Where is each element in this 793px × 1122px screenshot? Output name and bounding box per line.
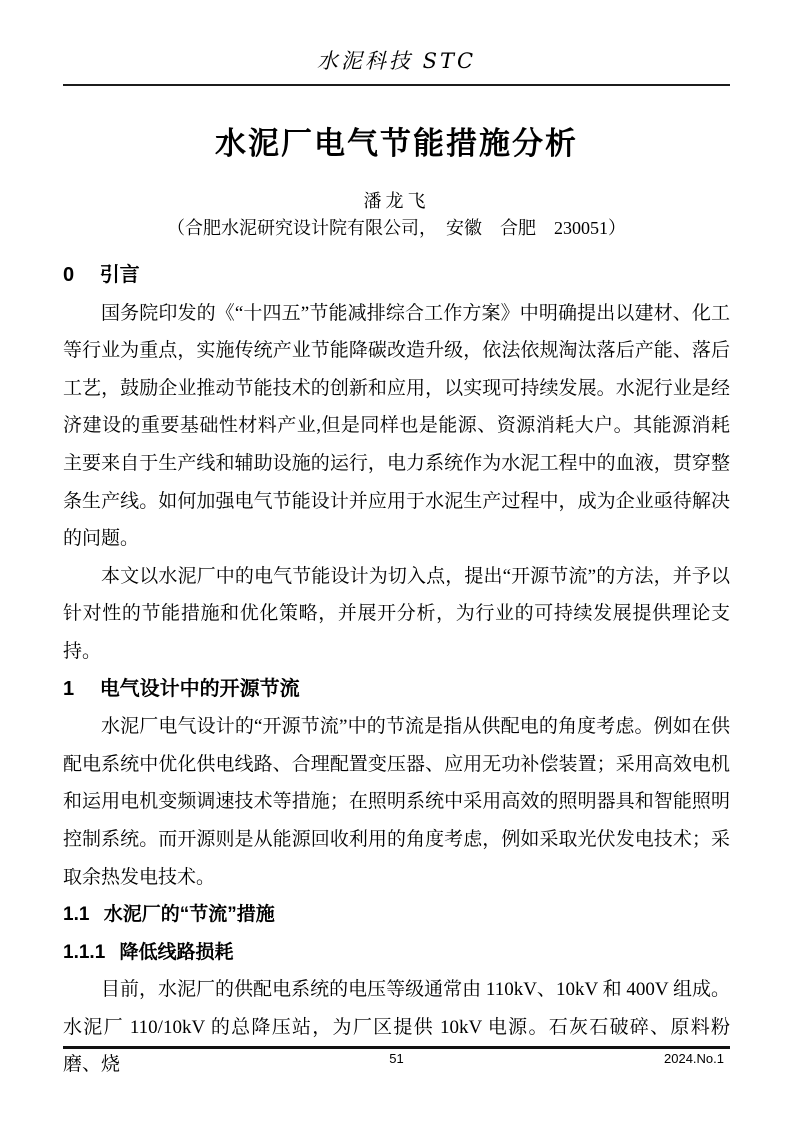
author-name: 潘龙飞 — [363, 191, 430, 211]
article-body — [63, 257, 730, 1084]
section-number: 1 — [63, 677, 75, 700]
section-heading-open-source-throttling — [63, 671, 730, 709]
footer-row — [63, 1051, 730, 1071]
section-title: 引言 — [99, 264, 140, 286]
section-title: 降低线路损耗 — [119, 941, 234, 963]
section-number: 1.1.1 — [63, 941, 106, 963]
paragraph: 水泥厂电气设计的“开源节流”中的节流是指从供配电的角度考虑。例如在供配电系统中优化供电线路、合理配置变压器、应用无功补偿装置；采用高效电机和运用电机变频调速技术等措施；在照明系统中采用高效的照明器具和智能照明控制系统。而开源则是从能源回收利用的角度考虑，例如采取光伏发电技术；采取余热发电技术。 — [63, 716, 730, 888]
paragraph: 本文以水泥厂中的电气节能设计为切入点，提出“开源节流”的方法，并予以针对性的节能措施和优化策略，并展开分析，为行业的可持续发展提供理论支持。 — [63, 565, 730, 662]
section-title: 电气设计中的开源节流 — [99, 677, 300, 700]
section-heading-introduction — [63, 257, 730, 295]
page-header — [63, 0, 730, 86]
paragraph: 国务院印发的《“十四五”节能减排综合工作方案》中明确提出以建材、化工等行业为重点，实施传统产业节能降碳改造升级，依法依规淘汰落后产能、落后工艺，鼓励企业推动节能技术的创新和应用，以实现可持续发展。水泥行业是经济建设的重要基础性材料产业,但是同样也是能源、资源消耗大户。其能源消耗主要来自于生产线和辅助设施的运行，电力系统作为水泥工程中的血液，贯穿整条生产线。如何加强电气节能设计并应用于水泥生产过程中，成为企业亟待解决的问题。 — [63, 302, 730, 550]
journal-title: 水泥科技 STC — [316, 49, 477, 73]
subsection-heading-reduce-line-loss — [63, 934, 730, 972]
page-footer — [63, 1046, 730, 1071]
section-title: 水泥厂的“节流”措施 — [103, 904, 275, 926]
section-number: 0 — [63, 264, 75, 286]
footer-divider — [63, 1046, 730, 1049]
page-number: 51 — [389, 1051, 404, 1066]
issue-label: 2024.No.1 — [664, 1051, 724, 1066]
author-affiliation: （合肥水泥研究设计院有限公司， 安徽 合肥 230051） — [167, 218, 626, 238]
paragraph: 目前，水泥厂的供配电系统的电压等级通常由 110kV、10kV 和 400V 组成。水泥厂 110/10kV 的总降压站，为厂区提供 10kV 电源。石灰石破碎、原料粉磨、烧 — [63, 979, 730, 1076]
subsection-heading-throttling-measures — [63, 896, 730, 934]
section-number: 1.1 — [63, 904, 90, 926]
header-divider — [63, 84, 730, 86]
article-title: 水泥厂电气节能措施分析 — [215, 126, 578, 161]
